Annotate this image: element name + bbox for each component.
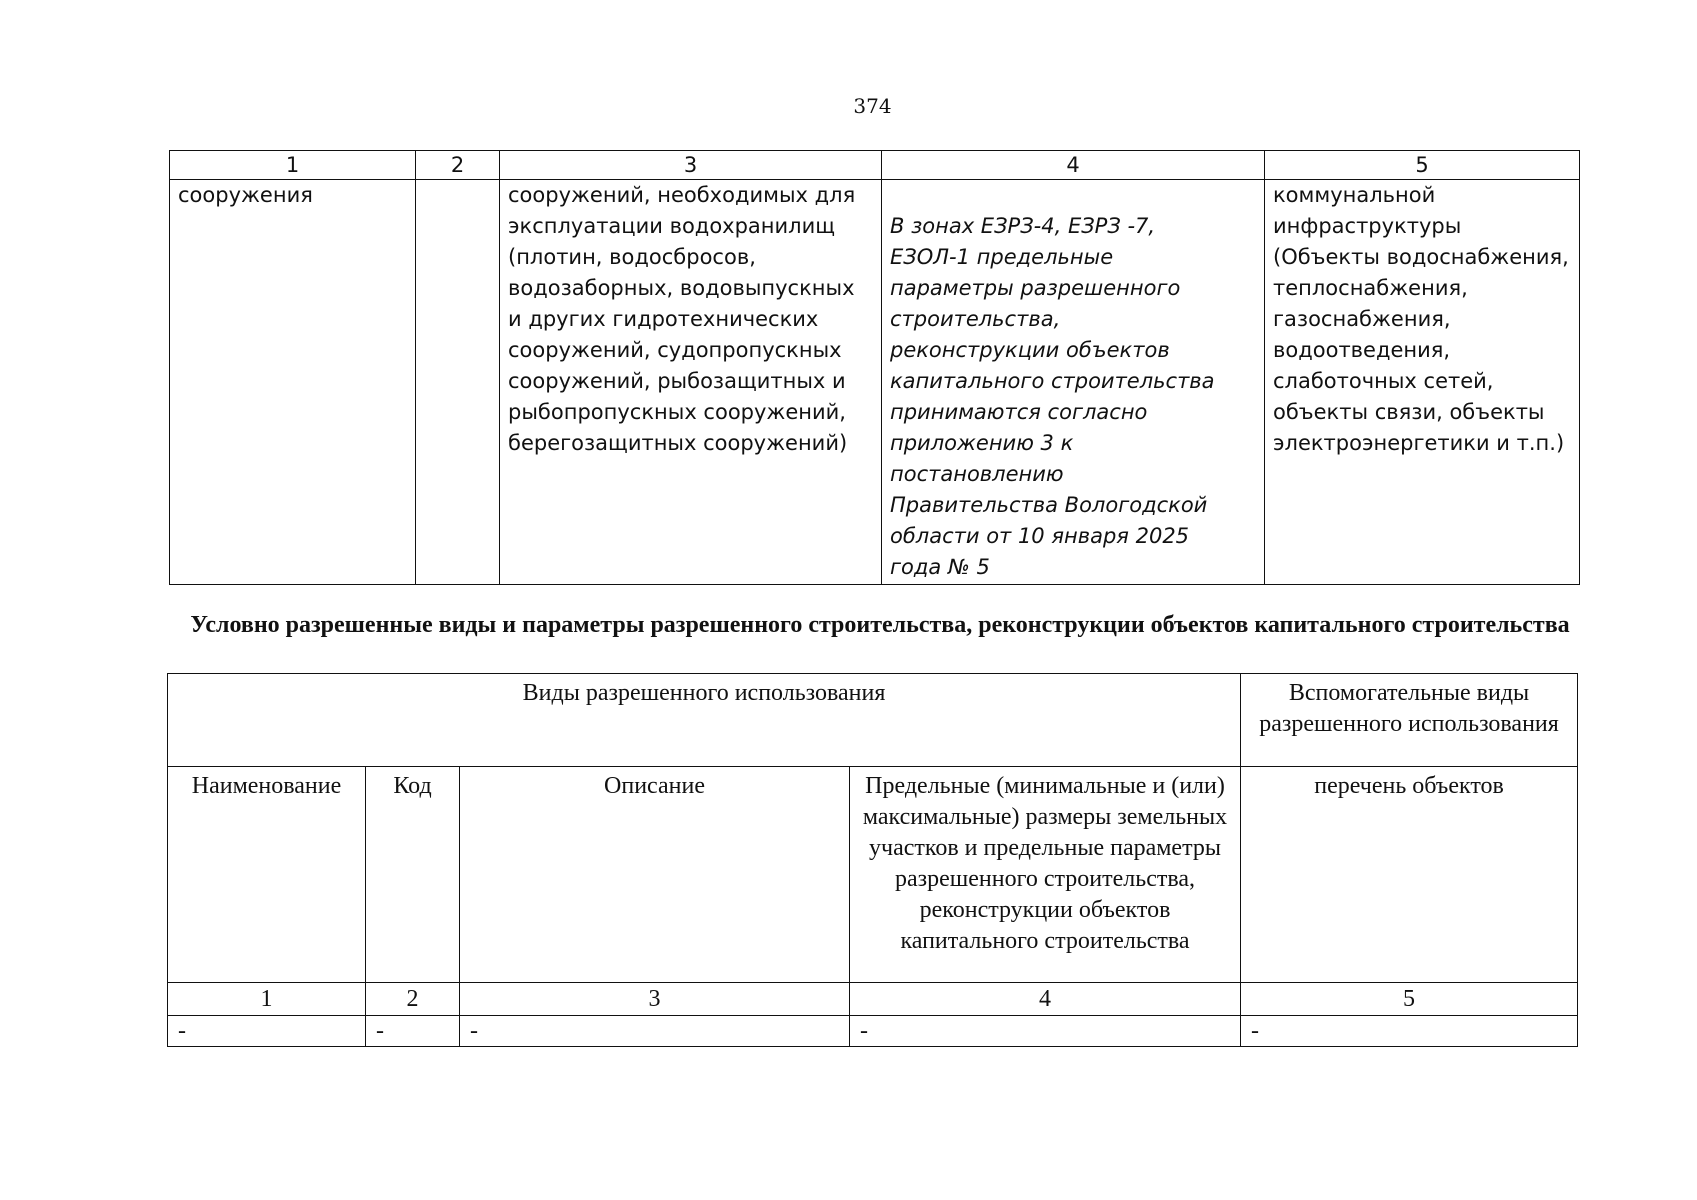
column-header-objects-list: перечень объектов <box>1241 767 1578 983</box>
data-cell-objects-list: - <box>1241 1016 1578 1047</box>
lower-table-data-row <box>168 1016 1578 1047</box>
upper-header-cell-1: 1 <box>170 151 416 180</box>
upper-header-cell-3: 3 <box>500 151 882 180</box>
upper-cell-code <box>416 180 500 585</box>
page-number: 374 <box>853 94 892 118</box>
column-header-description: Описание <box>460 767 850 983</box>
group-header-aux: Вспомогательные виды разрешенного использования <box>1241 674 1578 767</box>
number-cell-2: 2 <box>366 983 460 1016</box>
column-header-parameters: Предельные (минимальные и (или) максимальные) размеры земельных участков и предельные параметры разрешенного строительства, реконструкции объектов капитального строительства <box>850 767 1241 983</box>
data-cell-name: - <box>168 1016 366 1047</box>
data-cell-description: - <box>460 1016 850 1047</box>
upper-table <box>169 150 1580 585</box>
upper-cell-description: сооружений, необходимых для эксплуатации водохранилищ (плотин, водосбросов, водозаборных, водовыпускных и других гидротехнических сооружений, судопропускных сооружений, рыбозащитных и рыбопропускных сооружений, берегозащитных сооружений) <box>500 180 882 585</box>
data-cell-code: - <box>366 1016 460 1047</box>
number-cell-3: 3 <box>460 983 850 1016</box>
lower-table <box>167 673 1578 1047</box>
lower-table-column-header-row <box>168 767 1578 983</box>
data-cell-parameters: - <box>850 1016 1241 1047</box>
upper-cell-auxiliary: коммунальной инфраструктуры (Объекты водоснабжения, теплоснабжения, газоснабжения, водоотведения, слаботочных сетей, объекты связи, объекты электроэнергетики и т.п.) <box>1265 180 1580 585</box>
column-header-name: Наименование <box>168 767 366 983</box>
upper-header-cell-2: 2 <box>416 151 500 180</box>
upper-cell-name: сооружения <box>170 180 416 585</box>
lower-table-group-header-row <box>168 674 1578 767</box>
lower-table-number-row <box>168 983 1578 1016</box>
column-header-code: Код <box>366 767 460 983</box>
upper-cell-parameters: В зонах ЕЗРЗ-4, ЕЗРЗ -7, ЕЗОЛ-1 предельные параметры разрешенного строительства, реконструкции объектов капитального строительства принимаются согласно приложению 3 к постановлению Правительства Вологодской области от 10 января 2025 года № 5 <box>882 180 1265 585</box>
number-cell-5: 5 <box>1241 983 1578 1016</box>
upper-table-header-row <box>170 151 1580 180</box>
upper-header-cell-5: 5 <box>1265 151 1580 180</box>
upper-header-cell-4: 4 <box>882 151 1265 180</box>
group-header-main: Виды разрешенного использования <box>168 674 1241 767</box>
number-cell-4: 4 <box>850 983 1241 1016</box>
upper-table-row <box>170 180 1580 585</box>
section-heading: Условно разрешенные виды и параметры разрешенного строительства, реконструкции объектов капитального строительства <box>190 612 1570 638</box>
number-cell-1: 1 <box>168 983 366 1016</box>
